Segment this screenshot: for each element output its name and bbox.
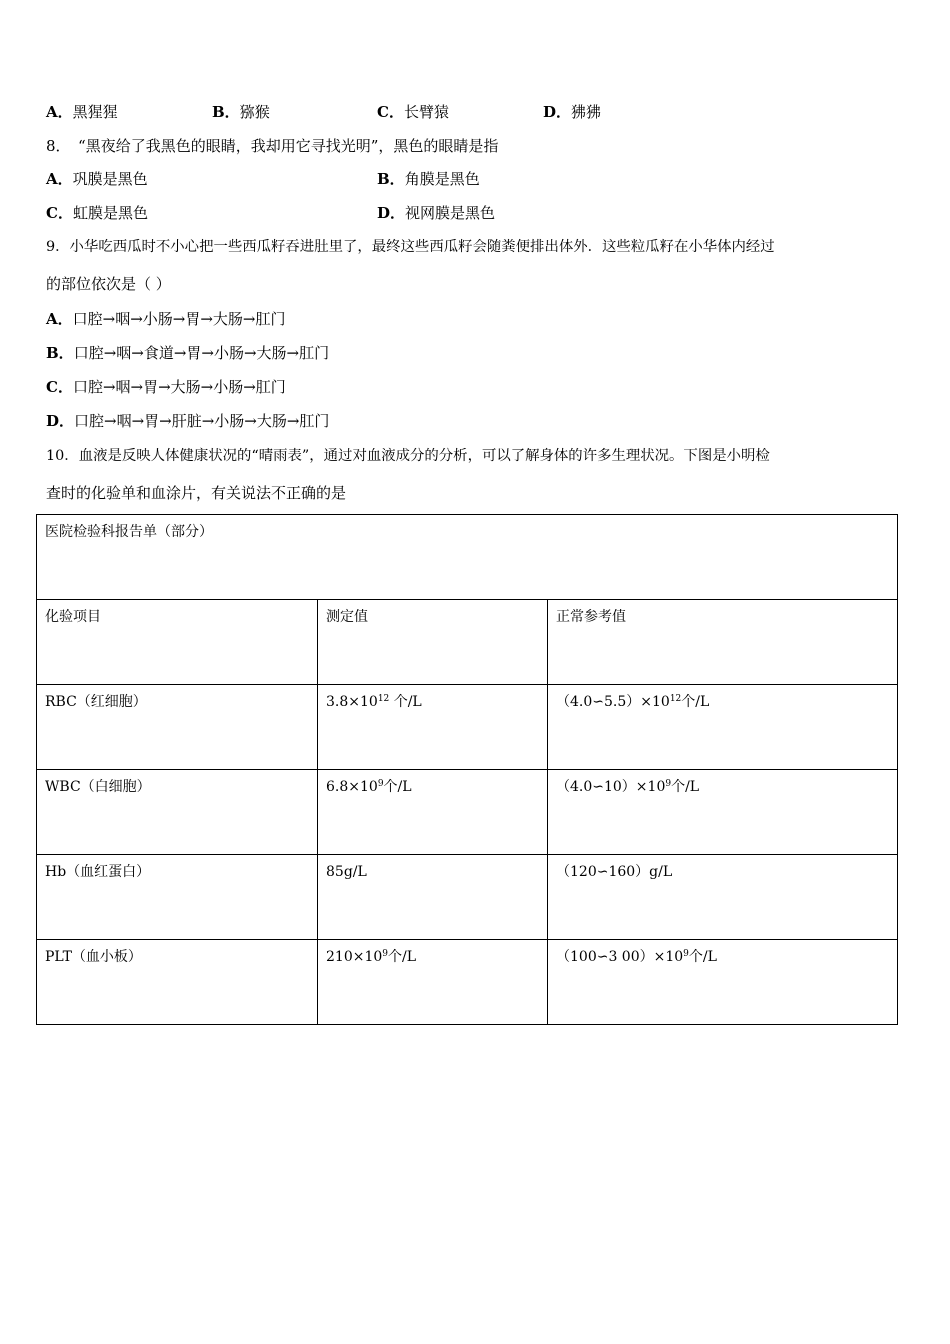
row-reference: $(4.0∽10)\times 10^9$个/L [548,770,898,855]
row-measured: 85g/L [318,855,548,940]
row-reference: （100∽3 $00)\times 10^9$个/L [548,940,898,1025]
header-measured: 测定值 [318,600,548,685]
q7-option-d: D．狒狒 [543,103,602,121]
q9-option-b: B．口腔→咽→食道→胃→小肠→大肠→肛门 [46,344,330,362]
report-title-row [37,515,898,600]
row-measured: $210\times 10^9$个/L [318,940,548,1025]
row-item: RBC（红细胞） [37,685,318,770]
q9-option-a: A．口腔→咽→小肠→胃→大肠→肛门 [46,310,286,328]
table-row [37,770,898,855]
q7-option-c: C．长臂猿 [377,103,449,121]
row-reference: $(4.0∽5.5)\times 10^{12}$个/L [548,685,898,770]
table-row [37,685,898,770]
table-row [37,940,898,1025]
q8-stem: 8． “黑夜给了我黑色的眼睛，我却用它寻找光明”，黑色的眼睛是指 [46,137,499,155]
q9-option-c: C．口腔→咽→胃→大肠→小肠→肛门 [46,378,286,396]
row-measured: $6.8\times 10^9$个/L [318,770,548,855]
q8-option-d: D．视网膜是黑色 [377,204,496,222]
q10-stem-line1: 10．血液是反映人体健康状况的“晴雨表”，通过对血液成分的分析，可以了解身体的许多生理状况。下图是小明检 [46,448,770,464]
lab-report-table [36,514,898,1025]
q10-stem-line2: 查时的化验单和血涂片，有关说法不正确的是 [46,484,347,502]
header-item: 化验项目 [37,600,318,685]
row-item: WBC（白细胞） [37,770,318,855]
header-reference: 正常参考值 [548,600,898,685]
q9-stem-line1: 9．小华吃西瓜时不小心把一些西瓜籽吞进肚里了，最终这些西瓜籽会随粪便排出体外．这些粒瓜籽在小华体内经过 [46,239,775,255]
report-title: 医院检验科报告单（部分） [37,515,898,600]
q9-option-d: D．口腔→咽→胃→肝脏→小肠→大肠→肛门 [46,412,330,430]
row-item: Hb（血红蛋白） [37,855,318,940]
q7-option-b: B．猕猴 [212,103,270,121]
q8-option-a: A．巩膜是黑色 [46,170,148,188]
row-measured: $3.8\times 10^{12}$ 个/L [318,685,548,770]
q8-option-c: C．虹膜是黑色 [46,204,148,222]
row-reference: （120∽160）g/L [548,855,898,940]
table-row [37,855,898,940]
row-item: PLT（血小板） [37,940,318,1025]
q8-option-b: B．角膜是黑色 [377,170,480,188]
q9-stem-line2: 的部位依次是（ ） [46,275,171,293]
report-header-row [37,600,898,685]
q7-option-a: A．黑猩猩 [46,103,118,121]
